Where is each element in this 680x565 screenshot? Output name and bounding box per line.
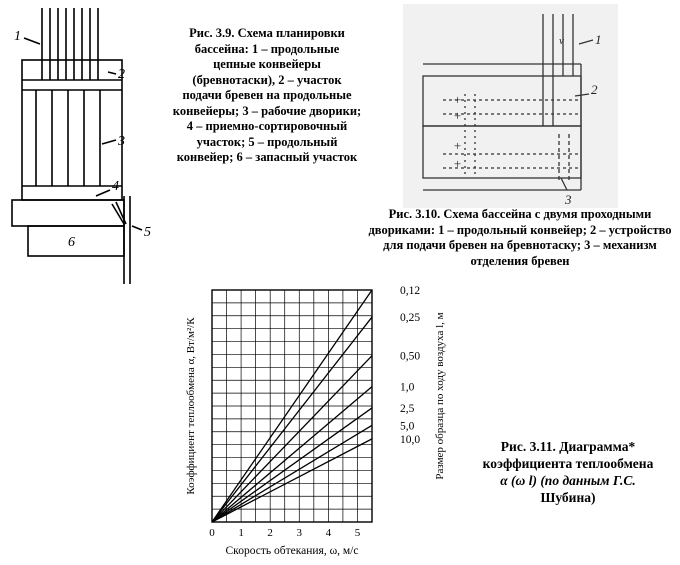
fig310-label-2: 2 [591,82,598,97]
series-label-3: 0,50 [400,350,421,363]
series-line-2 [212,317,372,522]
series-line-6 [212,425,372,522]
series-label-6: 5,0 [400,420,415,433]
x-tick-label-4: 4 [325,527,332,539]
fig310-plus-3: + [453,138,462,153]
series-label-7: 10,0 [400,433,421,446]
fig310-plus-4: + [453,156,462,171]
fig310-caption: Рис. 3.10. Схема бассейна с двумя проходными двориками: 1 – продольный конвейер; 2 – устройство для подачи бревен на бревнотаску; 3 – механизм отделения бревен [368,207,672,268]
fig311-chart [180,280,455,563]
fig39-label-6: 6 [68,235,75,250]
fig311-caption-line4: Шубина) [540,490,596,505]
fig310-drawing [403,4,618,208]
series-line-7 [212,439,372,522]
x-axis-label: Скорость обтекания, ω, м/с [225,545,359,557]
series-label-5: 2,5 [400,402,415,415]
fig310-plus-1: + [453,92,462,107]
fig39-label-2: 2 [118,67,125,82]
x-tick-label-3: 3 [296,527,303,539]
fig39-label-1: 1 [14,29,21,44]
fig310-label-1: 1 [595,32,602,47]
right-axis-label: Размер образца по ходу воздуха l, м [434,312,446,480]
fig311-caption-line2: коэффициента теплообмена [482,456,654,471]
fig39-label-5: 5 [144,225,151,240]
x-tick-label-1: 1 [238,527,244,539]
series-line-3 [212,356,372,522]
fig310-label-3: 3 [565,192,572,207]
fig39-caption: Рис. 3.9. Схема планировки бассейна: 1 – продольные цепные конвейеры (бревнотаски), 2 – участок подачи бревен на продольные конвейеры; 3 – рабочие дворики; 4 – приемно-сортировочный участок; 5 – продольный конвейер; 6 – запасный участок [172,26,362,164]
y-axis-label: Коэффициент теплообмена α, Вт/м²/К [185,317,197,495]
fig39-label-4: 4 [112,179,119,194]
fig39-drawing [0,0,170,300]
fig310-plus-2: + [453,108,462,123]
series-label-1: 0,12 [400,285,421,297]
fig310-arrow-label: v [559,35,564,47]
fig39-label-3: 3 [118,134,125,149]
x-tick-label-2: 2 [267,527,273,539]
fig311-caption-line3: α (ω l) (по данным Г.С. [500,473,636,488]
fig311-caption [456,438,680,506]
x-tick-label-0: 0 [209,527,215,539]
fig311-caption-line1: Рис. 3.11. Диаграмма* [500,439,636,454]
series-line-5 [212,408,372,522]
x-tick-label-5: 5 [354,527,361,539]
series-label-4: 1,0 [400,381,415,394]
series-label-2: 0,25 [400,312,421,325]
